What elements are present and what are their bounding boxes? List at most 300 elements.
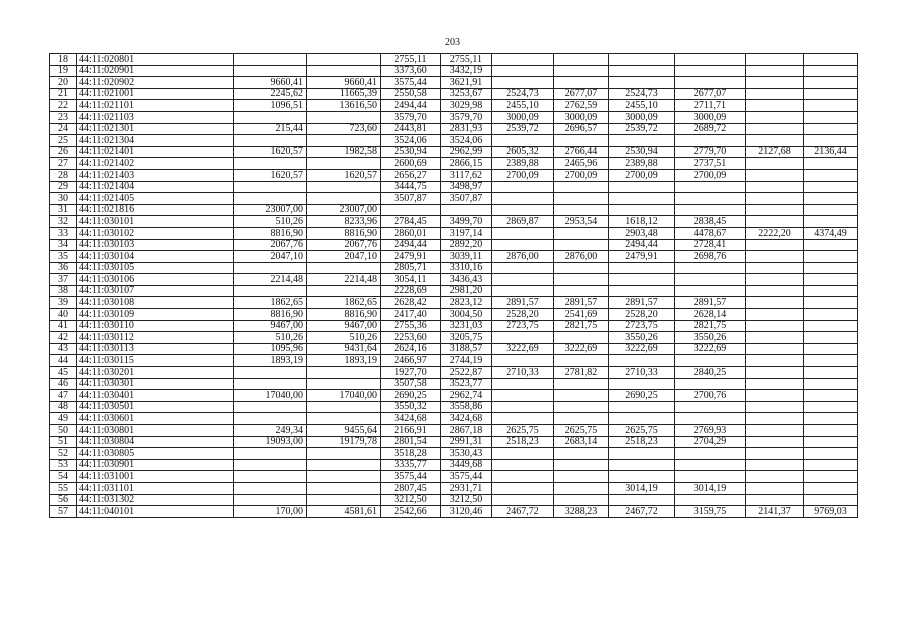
table-row bbox=[50, 239, 858, 251]
value-cell-col-6 bbox=[554, 355, 609, 367]
value-cell-col-3: 2784,45 bbox=[381, 216, 441, 228]
value-cell-col-1 bbox=[234, 367, 307, 379]
row-number-cell: 55 bbox=[50, 482, 77, 494]
value-cell-col-4: 3212,50 bbox=[441, 494, 492, 506]
value-cell-col-7: 3550,26 bbox=[609, 332, 675, 344]
table-row bbox=[50, 285, 858, 297]
value-cell-col-10 bbox=[804, 297, 858, 309]
value-cell-col-4: 3432,19 bbox=[441, 65, 492, 77]
value-cell-col-3 bbox=[381, 204, 441, 216]
value-cell-col-4 bbox=[441, 204, 492, 216]
value-cell-col-9 bbox=[746, 239, 804, 251]
value-cell-col-7: 2389,88 bbox=[609, 158, 675, 170]
value-cell-col-5: 3000,09 bbox=[492, 111, 554, 123]
value-cell-col-7: 3014,19 bbox=[609, 482, 675, 494]
row-number-cell: 21 bbox=[50, 88, 77, 100]
value-cell-col-2: 2214,48 bbox=[307, 274, 381, 286]
value-cell-col-9 bbox=[746, 459, 804, 471]
value-cell-col-10 bbox=[804, 367, 858, 379]
value-cell-col-9 bbox=[746, 193, 804, 205]
value-cell-col-3: 2466,97 bbox=[381, 355, 441, 367]
value-cell-col-8 bbox=[675, 204, 746, 216]
value-cell-col-5: 2891,57 bbox=[492, 297, 554, 309]
cadastral-block-cell: 44:11:021401 bbox=[77, 146, 234, 158]
value-cell-col-1: 19093,00 bbox=[234, 436, 307, 448]
table-row bbox=[50, 425, 858, 437]
table-row bbox=[50, 158, 858, 170]
value-cell-col-7: 2539,72 bbox=[609, 123, 675, 135]
value-cell-col-9 bbox=[746, 285, 804, 297]
table-row bbox=[50, 378, 858, 390]
row-number-cell: 37 bbox=[50, 274, 77, 286]
value-cell-col-5 bbox=[492, 413, 554, 425]
value-cell-col-5 bbox=[492, 494, 554, 506]
value-cell-col-10: 2136,44 bbox=[804, 146, 858, 158]
value-cell-col-9 bbox=[746, 390, 804, 402]
value-cell-col-4: 2866,15 bbox=[441, 158, 492, 170]
table-row bbox=[50, 459, 858, 471]
value-cell-col-5 bbox=[492, 274, 554, 286]
value-cell-col-8 bbox=[675, 77, 746, 89]
value-cell-col-9 bbox=[746, 181, 804, 193]
value-cell-col-6 bbox=[554, 193, 609, 205]
value-cell-col-10 bbox=[804, 332, 858, 344]
value-cell-col-8: 2698,76 bbox=[675, 251, 746, 263]
value-cell-col-1: 8816,90 bbox=[234, 227, 307, 239]
value-cell-col-9: 2141,37 bbox=[746, 506, 804, 518]
value-cell-col-3: 3373,60 bbox=[381, 65, 441, 77]
value-cell-col-7: 2455,10 bbox=[609, 100, 675, 112]
value-cell-col-7 bbox=[609, 193, 675, 205]
value-cell-col-1: 510,26 bbox=[234, 332, 307, 344]
value-cell-col-6 bbox=[554, 401, 609, 413]
value-cell-col-10 bbox=[804, 193, 858, 205]
row-number-cell: 36 bbox=[50, 262, 77, 274]
table-row bbox=[50, 251, 858, 263]
value-cell-col-6 bbox=[554, 274, 609, 286]
row-number-cell: 26 bbox=[50, 146, 77, 158]
value-cell-col-5: 2700,09 bbox=[492, 169, 554, 181]
value-cell-col-4: 3499,70 bbox=[441, 216, 492, 228]
table-row bbox=[50, 343, 858, 355]
value-cell-col-1 bbox=[234, 181, 307, 193]
value-cell-col-5: 2524,73 bbox=[492, 88, 554, 100]
value-cell-col-2 bbox=[307, 285, 381, 297]
value-cell-col-8 bbox=[675, 355, 746, 367]
value-cell-col-5: 2455,10 bbox=[492, 100, 554, 112]
value-cell-col-5 bbox=[492, 227, 554, 239]
value-cell-col-4: 3120,46 bbox=[441, 506, 492, 518]
value-cell-col-6: 2683,14 bbox=[554, 436, 609, 448]
cadastral-block-cell: 44:11:021816 bbox=[77, 204, 234, 216]
row-number-cell: 56 bbox=[50, 494, 77, 506]
value-cell-col-8: 3000,09 bbox=[675, 111, 746, 123]
value-cell-col-1: 9467,00 bbox=[234, 320, 307, 332]
value-cell-col-5 bbox=[492, 262, 554, 274]
value-cell-col-6: 2766,44 bbox=[554, 146, 609, 158]
value-cell-col-3: 2417,40 bbox=[381, 309, 441, 321]
value-cell-col-6: 2541,69 bbox=[554, 309, 609, 321]
cadastral-block-cell: 44:11:030108 bbox=[77, 297, 234, 309]
value-cell-col-9 bbox=[746, 355, 804, 367]
value-cell-col-6: 2781,82 bbox=[554, 367, 609, 379]
cadastral-block-cell: 44:11:030112 bbox=[77, 332, 234, 344]
row-number-cell: 22 bbox=[50, 100, 77, 112]
value-cell-col-5 bbox=[492, 65, 554, 77]
value-cell-col-7: 2494,44 bbox=[609, 239, 675, 251]
value-cell-col-1: 8816,90 bbox=[234, 309, 307, 321]
value-cell-col-4: 2892,20 bbox=[441, 239, 492, 251]
value-cell-col-6: 3222,69 bbox=[554, 343, 609, 355]
table-row bbox=[50, 204, 858, 216]
value-cell-col-6: 2677,07 bbox=[554, 88, 609, 100]
row-number-cell: 49 bbox=[50, 413, 77, 425]
table-row bbox=[50, 54, 858, 66]
value-cell-col-7: 2891,57 bbox=[609, 297, 675, 309]
cadastral-block-cell: 44:11:021101 bbox=[77, 100, 234, 112]
value-cell-col-9 bbox=[746, 204, 804, 216]
row-number-cell: 40 bbox=[50, 309, 77, 321]
value-cell-col-1 bbox=[234, 111, 307, 123]
cadastral-block-cell: 44:11:030901 bbox=[77, 459, 234, 471]
value-cell-col-4: 3310,16 bbox=[441, 262, 492, 274]
value-cell-col-10 bbox=[804, 204, 858, 216]
row-number-cell: 57 bbox=[50, 506, 77, 518]
table-row bbox=[50, 181, 858, 193]
value-cell-col-1: 2214,48 bbox=[234, 274, 307, 286]
page-number: 203 bbox=[445, 37, 460, 48]
table-row bbox=[50, 100, 858, 112]
value-cell-col-2 bbox=[307, 367, 381, 379]
value-cell-col-7: 2467,72 bbox=[609, 506, 675, 518]
cadastral-block-cell: 44:11:021405 bbox=[77, 193, 234, 205]
value-cell-col-4: 3530,43 bbox=[441, 448, 492, 460]
value-cell-col-10 bbox=[804, 216, 858, 228]
value-cell-col-2 bbox=[307, 401, 381, 413]
value-cell-col-1: 1620,57 bbox=[234, 169, 307, 181]
value-cell-col-8 bbox=[675, 181, 746, 193]
value-cell-col-7 bbox=[609, 274, 675, 286]
cadastral-block-cell: 44:11:030801 bbox=[77, 425, 234, 437]
value-cell-col-5: 2869,87 bbox=[492, 216, 554, 228]
value-cell-col-7: 1618,12 bbox=[609, 216, 675, 228]
value-cell-col-7 bbox=[609, 413, 675, 425]
value-cell-col-4: 3579,70 bbox=[441, 111, 492, 123]
value-cell-col-5 bbox=[492, 401, 554, 413]
value-cell-col-8: 2689,72 bbox=[675, 123, 746, 135]
value-cell-col-9 bbox=[746, 111, 804, 123]
value-cell-col-8 bbox=[675, 274, 746, 286]
value-cell-col-7 bbox=[609, 378, 675, 390]
value-cell-col-2: 723,60 bbox=[307, 123, 381, 135]
value-cell-col-3: 2801,54 bbox=[381, 436, 441, 448]
value-cell-col-4: 2962,99 bbox=[441, 146, 492, 158]
value-cell-col-10 bbox=[804, 181, 858, 193]
table-row bbox=[50, 448, 858, 460]
cadastral-block-cell: 44:11:030301 bbox=[77, 378, 234, 390]
table-row bbox=[50, 297, 858, 309]
value-cell-col-8 bbox=[675, 401, 746, 413]
value-cell-col-3: 2253,60 bbox=[381, 332, 441, 344]
table-row bbox=[50, 123, 858, 135]
value-cell-col-1 bbox=[234, 459, 307, 471]
value-cell-col-8: 2628,14 bbox=[675, 309, 746, 321]
cadastral-block-cell: 44:11:021103 bbox=[77, 111, 234, 123]
value-cell-col-9 bbox=[746, 135, 804, 147]
value-cell-col-3: 3518,28 bbox=[381, 448, 441, 460]
value-cell-col-5 bbox=[492, 390, 554, 402]
value-cell-col-2: 8816,90 bbox=[307, 309, 381, 321]
value-cell-col-7: 2524,73 bbox=[609, 88, 675, 100]
value-cell-col-4: 2962,74 bbox=[441, 390, 492, 402]
value-cell-col-7 bbox=[609, 448, 675, 460]
table-row bbox=[50, 367, 858, 379]
value-cell-col-3: 3524,06 bbox=[381, 135, 441, 147]
value-cell-col-4: 3424,68 bbox=[441, 413, 492, 425]
value-cell-col-3: 2479,91 bbox=[381, 251, 441, 263]
value-cell-col-6 bbox=[554, 448, 609, 460]
value-cell-col-1 bbox=[234, 262, 307, 274]
value-cell-col-8: 2728,41 bbox=[675, 239, 746, 251]
value-cell-col-7: 2710,33 bbox=[609, 367, 675, 379]
value-cell-col-9 bbox=[746, 65, 804, 77]
table-row bbox=[50, 262, 858, 274]
value-cell-col-5: 2467,72 bbox=[492, 506, 554, 518]
row-number-cell: 20 bbox=[50, 77, 77, 89]
value-cell-col-8: 2700,76 bbox=[675, 390, 746, 402]
value-cell-col-8: 3550,26 bbox=[675, 332, 746, 344]
value-cell-col-1 bbox=[234, 135, 307, 147]
value-cell-col-9 bbox=[746, 436, 804, 448]
table-row bbox=[50, 494, 858, 506]
value-cell-col-7 bbox=[609, 459, 675, 471]
value-cell-col-3: 2656,27 bbox=[381, 169, 441, 181]
row-number-cell: 54 bbox=[50, 471, 77, 483]
value-cell-col-4: 2991,31 bbox=[441, 436, 492, 448]
cadastral-block-cell: 44:11:030601 bbox=[77, 413, 234, 425]
value-cell-col-4: 3507,87 bbox=[441, 193, 492, 205]
value-cell-col-4: 3436,43 bbox=[441, 274, 492, 286]
table-row bbox=[50, 135, 858, 147]
cadastral-block-cell: 44:11:031302 bbox=[77, 494, 234, 506]
value-cell-col-2: 23007,00 bbox=[307, 204, 381, 216]
value-cell-col-2: 8233,96 bbox=[307, 216, 381, 228]
table-row bbox=[50, 111, 858, 123]
value-cell-col-9 bbox=[746, 494, 804, 506]
value-cell-col-5: 2528,20 bbox=[492, 309, 554, 321]
row-number-cell: 32 bbox=[50, 216, 77, 228]
value-cell-col-3: 2600,69 bbox=[381, 158, 441, 170]
value-cell-col-3: 2530,94 bbox=[381, 146, 441, 158]
row-number-cell: 46 bbox=[50, 378, 77, 390]
value-cell-col-10 bbox=[804, 274, 858, 286]
value-cell-col-9 bbox=[746, 251, 804, 263]
value-cell-col-2 bbox=[307, 54, 381, 66]
cadastral-block-cell: 44:11:021301 bbox=[77, 123, 234, 135]
value-cell-col-8: 2677,07 bbox=[675, 88, 746, 100]
row-number-cell: 48 bbox=[50, 401, 77, 413]
value-cell-col-7: 2903,48 bbox=[609, 227, 675, 239]
value-cell-col-10 bbox=[804, 343, 858, 355]
row-number-cell: 38 bbox=[50, 285, 77, 297]
cadastral-block-cell: 44:11:031101 bbox=[77, 482, 234, 494]
value-cell-col-2 bbox=[307, 378, 381, 390]
row-number-cell: 53 bbox=[50, 459, 77, 471]
value-cell-col-9 bbox=[746, 482, 804, 494]
value-cell-col-1: 2047,10 bbox=[234, 251, 307, 263]
row-number-cell: 19 bbox=[50, 65, 77, 77]
cadastral-block-cell: 44:11:021403 bbox=[77, 169, 234, 181]
value-cell-col-10 bbox=[804, 390, 858, 402]
value-cell-col-9 bbox=[746, 54, 804, 66]
value-cell-col-3: 3335,77 bbox=[381, 459, 441, 471]
value-cell-col-7: 2518,23 bbox=[609, 436, 675, 448]
cadastral-block-cell: 44:11:030201 bbox=[77, 367, 234, 379]
value-cell-col-9: 2127,68 bbox=[746, 146, 804, 158]
cadastral-block-cell: 44:11:021304 bbox=[77, 135, 234, 147]
value-cell-col-1 bbox=[234, 65, 307, 77]
value-cell-col-3: 3212,50 bbox=[381, 494, 441, 506]
row-number-cell: 30 bbox=[50, 193, 77, 205]
value-cell-col-2: 9467,00 bbox=[307, 320, 381, 332]
cadastral-block-cell: 44:11:030102 bbox=[77, 227, 234, 239]
value-cell-col-2: 2067,76 bbox=[307, 239, 381, 251]
value-cell-col-8 bbox=[675, 193, 746, 205]
value-cell-col-10 bbox=[804, 320, 858, 332]
value-cell-col-2: 13616,50 bbox=[307, 100, 381, 112]
table-row bbox=[50, 436, 858, 448]
row-number-cell: 25 bbox=[50, 135, 77, 147]
value-cell-col-2: 510,26 bbox=[307, 332, 381, 344]
value-cell-col-3: 3507,87 bbox=[381, 193, 441, 205]
value-cell-col-9 bbox=[746, 448, 804, 460]
value-cell-col-9 bbox=[746, 378, 804, 390]
value-cell-col-8: 2700,09 bbox=[675, 169, 746, 181]
value-cell-col-3: 2494,44 bbox=[381, 239, 441, 251]
value-cell-col-10 bbox=[804, 355, 858, 367]
cadastral-block-cell: 44:11:030115 bbox=[77, 355, 234, 367]
value-cell-col-7 bbox=[609, 494, 675, 506]
table-row bbox=[50, 274, 858, 286]
cadastral-block-cell: 44:11:020902 bbox=[77, 77, 234, 89]
value-cell-col-1: 1620,57 bbox=[234, 146, 307, 158]
cadastral-block-cell: 44:11:021404 bbox=[77, 181, 234, 193]
cadastral-block-cell: 44:11:021402 bbox=[77, 158, 234, 170]
value-cell-col-8 bbox=[675, 262, 746, 274]
value-cell-col-5 bbox=[492, 355, 554, 367]
value-cell-col-2 bbox=[307, 181, 381, 193]
row-number-cell: 34 bbox=[50, 239, 77, 251]
value-cell-col-4: 3523,77 bbox=[441, 378, 492, 390]
value-cell-col-2: 11665,39 bbox=[307, 88, 381, 100]
value-cell-col-2: 9660,41 bbox=[307, 77, 381, 89]
value-cell-col-9 bbox=[746, 88, 804, 100]
value-cell-col-2: 8816,90 bbox=[307, 227, 381, 239]
table-row bbox=[50, 309, 858, 321]
value-cell-col-8 bbox=[675, 448, 746, 460]
value-cell-col-10 bbox=[804, 111, 858, 123]
value-cell-col-3: 3507,58 bbox=[381, 378, 441, 390]
value-cell-col-5: 2710,33 bbox=[492, 367, 554, 379]
value-cell-col-5 bbox=[492, 285, 554, 297]
value-cell-col-8 bbox=[675, 413, 746, 425]
value-cell-col-9 bbox=[746, 158, 804, 170]
value-cell-col-1 bbox=[234, 471, 307, 483]
value-cell-col-8: 4478,67 bbox=[675, 227, 746, 239]
value-cell-col-2 bbox=[307, 65, 381, 77]
row-number-cell: 31 bbox=[50, 204, 77, 216]
value-cell-col-4: 3449,68 bbox=[441, 459, 492, 471]
value-cell-col-2: 4581,61 bbox=[307, 506, 381, 518]
value-cell-col-6 bbox=[554, 239, 609, 251]
value-cell-col-9 bbox=[746, 471, 804, 483]
value-cell-col-6: 2953,54 bbox=[554, 216, 609, 228]
value-cell-col-9 bbox=[746, 216, 804, 228]
value-cell-col-2: 1862,65 bbox=[307, 297, 381, 309]
value-cell-col-8 bbox=[675, 65, 746, 77]
value-cell-col-10 bbox=[804, 54, 858, 66]
row-number-cell: 47 bbox=[50, 390, 77, 402]
row-number-cell: 52 bbox=[50, 448, 77, 460]
table-row bbox=[50, 65, 858, 77]
value-cell-col-10 bbox=[804, 77, 858, 89]
row-number-cell: 27 bbox=[50, 158, 77, 170]
value-cell-col-9 bbox=[746, 297, 804, 309]
value-cell-col-9 bbox=[746, 274, 804, 286]
value-cell-col-6: 2821,75 bbox=[554, 320, 609, 332]
value-cell-col-7: 3000,09 bbox=[609, 111, 675, 123]
value-cell-col-4: 2823,12 bbox=[441, 297, 492, 309]
table-row bbox=[50, 193, 858, 205]
value-cell-col-3: 2805,71 bbox=[381, 262, 441, 274]
value-cell-col-8: 2737,51 bbox=[675, 158, 746, 170]
value-cell-col-4: 3558,86 bbox=[441, 401, 492, 413]
table-row bbox=[50, 413, 858, 425]
value-cell-col-6: 2700,09 bbox=[554, 169, 609, 181]
value-cell-col-2 bbox=[307, 135, 381, 147]
value-cell-col-4: 3575,44 bbox=[441, 471, 492, 483]
row-number-cell: 33 bbox=[50, 227, 77, 239]
value-cell-col-10 bbox=[804, 459, 858, 471]
value-cell-col-4: 2744,19 bbox=[441, 355, 492, 367]
value-cell-col-6 bbox=[554, 471, 609, 483]
row-number-cell: 45 bbox=[50, 367, 77, 379]
value-cell-col-1: 2245,62 bbox=[234, 88, 307, 100]
value-cell-col-10 bbox=[804, 169, 858, 181]
value-cell-col-8 bbox=[675, 494, 746, 506]
value-cell-col-4: 3205,75 bbox=[441, 332, 492, 344]
value-cell-col-6: 2696,57 bbox=[554, 123, 609, 135]
value-cell-col-10 bbox=[804, 401, 858, 413]
value-cell-col-7: 2625,75 bbox=[609, 425, 675, 437]
cadastral-block-cell: 44:11:030113 bbox=[77, 343, 234, 355]
value-cell-col-3: 2755,11 bbox=[381, 54, 441, 66]
value-cell-col-6 bbox=[554, 390, 609, 402]
value-cell-col-4: 3524,06 bbox=[441, 135, 492, 147]
cadastral-block-cell: 44:11:030110 bbox=[77, 320, 234, 332]
value-cell-col-6 bbox=[554, 77, 609, 89]
value-cell-col-3: 2755,36 bbox=[381, 320, 441, 332]
value-cell-col-3: 2624,16 bbox=[381, 343, 441, 355]
value-cell-col-4: 3004,50 bbox=[441, 309, 492, 321]
value-cell-col-9 bbox=[746, 77, 804, 89]
cadastral-block-cell: 44:11:030103 bbox=[77, 239, 234, 251]
value-cell-col-3: 3575,44 bbox=[381, 471, 441, 483]
value-cell-col-1 bbox=[234, 401, 307, 413]
value-cell-col-5 bbox=[492, 459, 554, 471]
row-number-cell: 18 bbox=[50, 54, 77, 66]
value-cell-col-1 bbox=[234, 54, 307, 66]
